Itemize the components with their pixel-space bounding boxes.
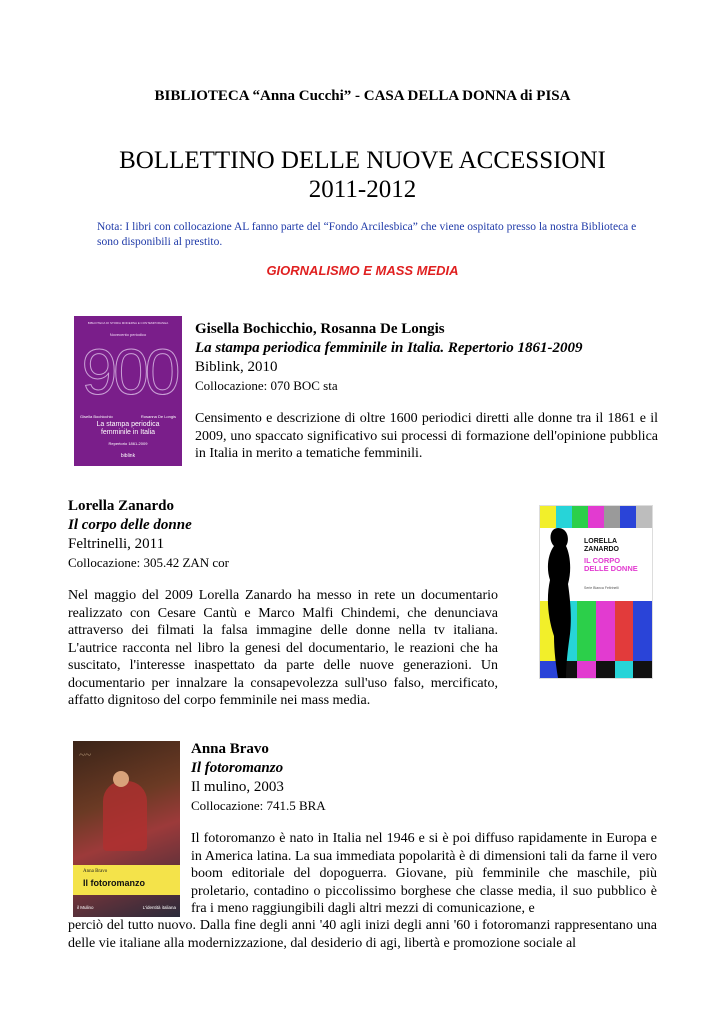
- book-cover-stampa-periodica: [74, 316, 182, 466]
- book-entry-3: [191, 740, 657, 918]
- book-collocazione: Collocazione: 070 BOC sta: [195, 378, 338, 393]
- collection-note: Nota: I libri con collocazione AL fanno parte del “Fondo Arcilesbica” che viene ospitato presso la nostra Biblioteca e sono disponibili al prestito.: [97, 221, 637, 248]
- woman-silhouette-icon: [540, 506, 652, 678]
- cover3-title: Il fotoromanzo: [83, 878, 145, 888]
- book-title: Il fotoromanzo: [191, 760, 284, 776]
- book-publisher: Il mulino, 2003: [191, 779, 284, 795]
- cover1-repertorio: Repertorio 1861-2009: [108, 441, 148, 446]
- book-publisher: Feltrinelli, 2011: [68, 536, 165, 552]
- cover3-series: L'identità italiana: [142, 905, 176, 910]
- cover1-series: BIBLIOTECA DI STORIA MODERNA E CONTEMPORANEA: [87, 321, 169, 325]
- book-entry-1: [195, 320, 658, 463]
- bulletin-title-line1: BOLLETTINO DELLE NUOVE ACCESSIONI: [119, 147, 606, 174]
- book-title: La stampa periodica femminile in Italia. Repertorio 1861-2009: [195, 340, 583, 356]
- book-author: Anna Bravo: [191, 741, 269, 757]
- book-author: Gisella Bochicchio, Rosanna De Longis: [195, 321, 445, 337]
- cover1-author-left: Gisella Bochicchio: [80, 414, 113, 419]
- cover1-title: La stampa periodica femminile in Italia: [96, 421, 160, 436]
- bulletin-title: [0, 146, 725, 204]
- book-cover-fotoromanzo: ~~ Anna Bravo Il fotoromanzo il Mulino L'identità italiana: [73, 741, 180, 917]
- cover1-publisher: biblink: [120, 453, 136, 459]
- book-entry-2: [68, 497, 498, 710]
- cover2-series: Serie Bianca Feltrinelli: [584, 586, 619, 590]
- cover1-subtitle: Novecento periodico: [109, 332, 147, 337]
- book-title: Il corpo delle donne: [68, 517, 192, 533]
- book-collocazione: Collocazione: 741.5 BRA: [191, 798, 326, 813]
- cover2-title-2: DELLE DONNE: [584, 564, 638, 573]
- book-collocazione: Collocazione: 305.42 ZAN cor: [68, 555, 230, 570]
- book-cover-corpo-delle-donne: [539, 505, 653, 679]
- book-description: Nel maggio del 2009 Lorella Zanardo ha messo in rete un documentario realizzato con Cesare Cantù e Marco Malfi Chindemi, che denunciava attraverso dei filmati la falsa immagine delle donne nella tv italiana. L'autrice racconta nel libro la genesi del documentario, le reazioni che ha suscitato, l'interesse inaspettato da parte delle nuove generazioni. Un documentario per innalzare la consapevolezza sull'uso falso, mercificato, affatto dignitoso del corpo femminile nei mass media.: [68, 588, 498, 708]
- cover3-publisher: il Mulino: [77, 905, 94, 910]
- cover3-author: Anna Bravo: [83, 869, 108, 874]
- book-description-continued: perciò del tutto nuovo. Dalla fine degli anni '40 agli inizi degli anni '60 i fotoromanzi rappresentano una delle vie italiane alla modernizzazione, dal desiderio di agi, libertà e promozione sociale al: [68, 918, 657, 951]
- bulletin-title-years: 2011-2012: [308, 176, 417, 203]
- book-description: Censimento e descrizione di oltre 1600 periodici diretti alle donne tra il 1861 e il 2009, uno spaccato significativo sui processi di formazione dell'opinione pubblica in Italia in merito a tematiche femminili.: [195, 411, 658, 461]
- cover1-number: 900: [81, 336, 177, 408]
- cover1-author-right: Rosanna De Longis: [140, 414, 176, 419]
- library-header: BIBLIOTECA “Anna Cucchi” - CASA DELLA DONNA di PISA: [154, 88, 571, 104]
- book-author: Lorella Zanardo: [68, 498, 174, 514]
- book-description: Il fotoromanzo è nato in Italia nel 1946 e si è poi diffuso rapidamente in Europa e in America latina. La sua immediata popolarità è di dimensioni tali da farne il vero boom editoriale del dopoguerra. Giovane, più femminile che maschile, più proletario, contadino o piccolissimo borghese che classe media, il suo pubblico è fra i meno raggiungibili dagli altri mezzi di comunicazione, e: [191, 831, 657, 916]
- section-heading: GIORNALISMO E MASS MEDIA: [266, 263, 459, 278]
- cover2-title-1: IL CORPO: [584, 556, 621, 565]
- cover2-author: LORELLA ZANARDO: [584, 538, 619, 553]
- book-publisher: Biblink, 2010: [195, 359, 278, 375]
